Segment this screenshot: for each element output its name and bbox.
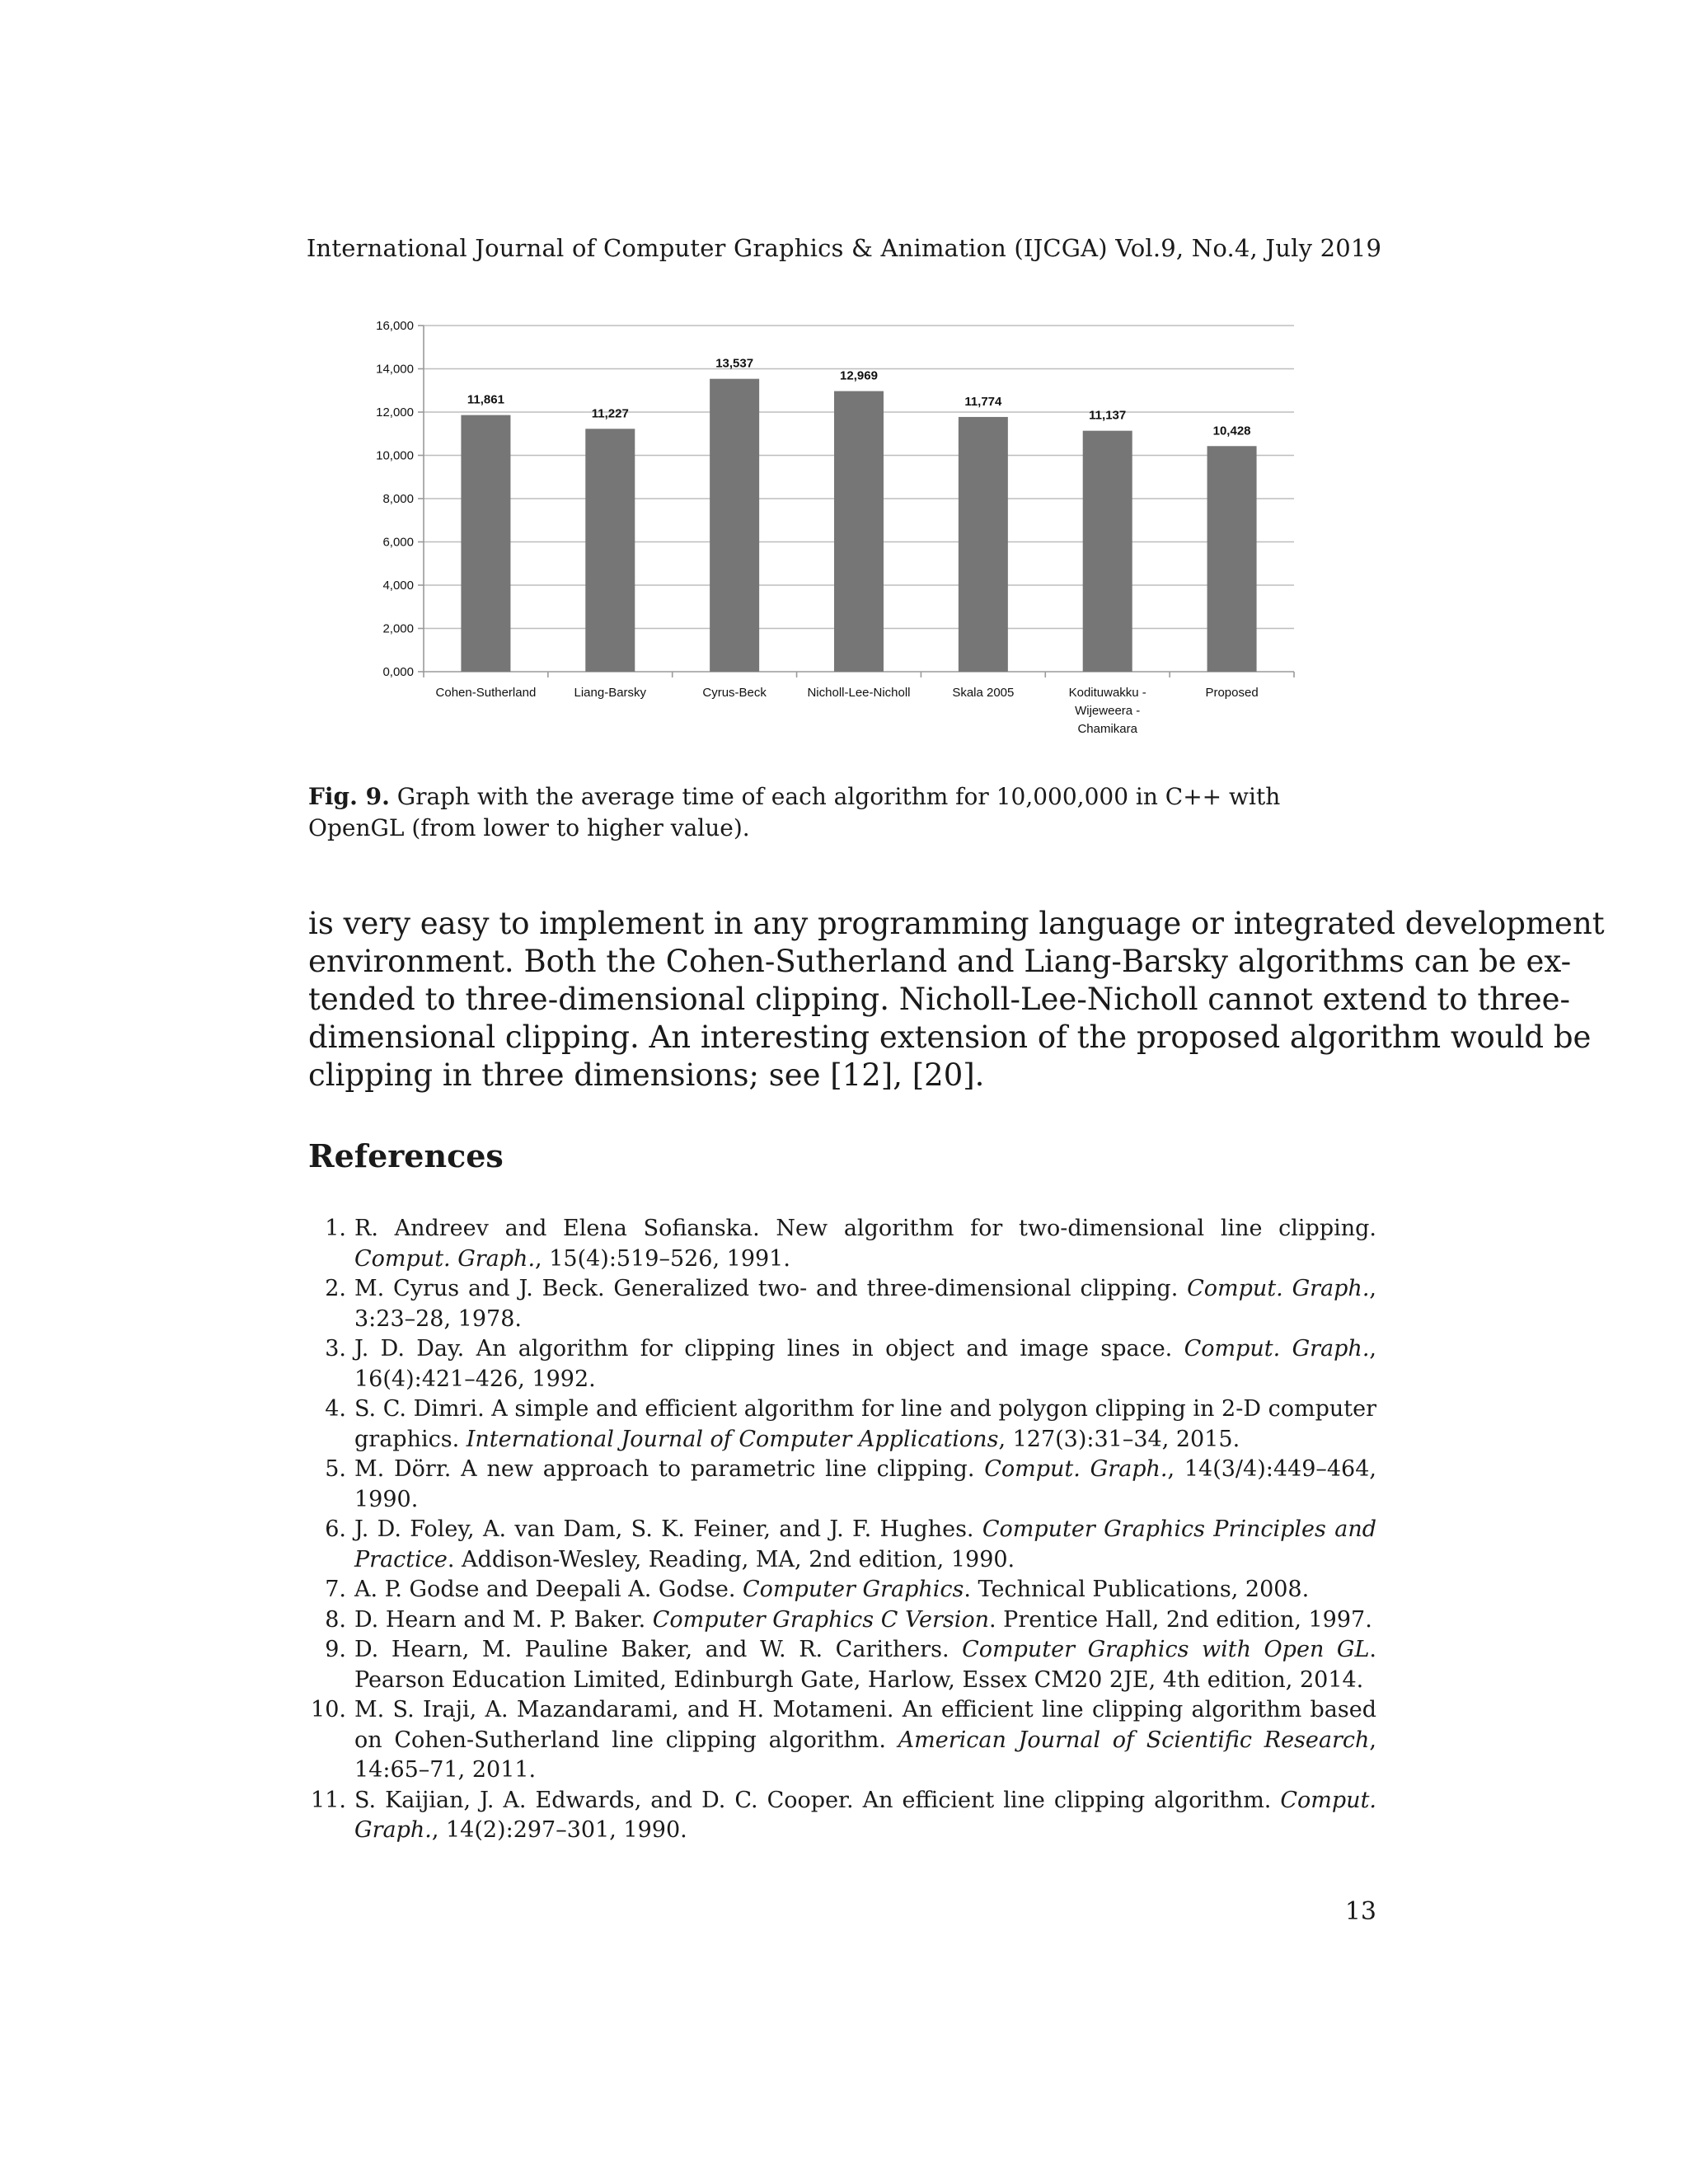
reference-text: A. P. Godse and Deepali A. Godse. <box>354 1577 743 1602</box>
bar-chart <box>354 317 1335 750</box>
x-category-label: Proposed <box>1205 686 1259 700</box>
reference-venue: Computer Graphics <box>743 1577 964 1602</box>
reference-venue: Comput. Graph. <box>984 1456 1168 1482</box>
page-number: 13 <box>1344 1897 1376 1926</box>
reference-item <box>308 1394 1376 1455</box>
bar-value-label: 11,227 <box>591 406 629 421</box>
y-tick-label: 14,000 <box>376 362 414 377</box>
y-tick-label: 2,000 <box>382 621 414 636</box>
reference-number: 7. <box>325 1577 346 1602</box>
bar-value-label: 13,537 <box>715 356 754 371</box>
reference-text: S. C. Dimri. A simple and efficient algorithm for line and polygon clipping in 2-D computer graphics. <box>354 1396 1376 1452</box>
body-line: clipping in three dimensions; see [12], [20]. <box>308 1057 985 1093</box>
x-category-label: Kodituwakku - <box>1068 686 1146 700</box>
reference-text: D. Hearn and M. P. Baker. <box>354 1606 653 1633</box>
bar-value-label: 11,137 <box>1089 408 1127 423</box>
x-category-label: Cyrus-Beck <box>702 686 767 700</box>
reference-item <box>308 1786 1376 1846</box>
bar-value-label: 10,428 <box>1212 424 1251 438</box>
figure-caption <box>308 781 1376 844</box>
reference-number: 8. <box>325 1606 346 1633</box>
y-tick-label: 4,000 <box>382 579 414 593</box>
reference-venue: International Journal of Computer Applications <box>466 1426 999 1452</box>
bar-value-label: 11,774 <box>964 394 1002 409</box>
bar <box>1083 431 1132 672</box>
x-category-label: Skala 2005 <box>952 686 1015 700</box>
reference-number: 6. <box>325 1516 346 1542</box>
x-category-label: Cohen-Sutherland <box>435 686 537 700</box>
reference-venue: Computer Graphics with Open GL <box>962 1637 1370 1662</box>
y-tick-label: 8,000 <box>382 492 414 506</box>
reference-number: 11. <box>311 1787 346 1813</box>
reference-number: 2. <box>325 1276 346 1301</box>
reference-venue: Comput. Graph. <box>354 1787 1376 1843</box>
reference-text: J. D. Day. An algorithm for clipping lines in object and image space. <box>354 1336 1184 1361</box>
reference-details: . Prentice Hall, 2nd edition, 1997. <box>989 1606 1372 1633</box>
body-line: tended to three-dimensional clipping. Nicholl-Lee-Nicholl cannot extend to three- <box>308 982 1571 1017</box>
bar <box>585 429 635 672</box>
reference-venue: American Journal of Scientific Research <box>898 1727 1370 1753</box>
bar <box>710 379 759 672</box>
bar-value-label: 11,861 <box>467 392 504 407</box>
y-tick-label: 16,000 <box>376 319 414 333</box>
x-category-label: Chamikara <box>1077 722 1137 736</box>
reference-number: 10. <box>311 1697 346 1722</box>
bar-value-label: 12,969 <box>840 368 878 383</box>
reference-text: M. Cyrus and J. Beck. Generalized two- and three-dimensional clipping. <box>354 1276 1188 1301</box>
reference-text: J. D. Foley, A. van Dam, S. K. Feiner, and J. F. Hughes. <box>354 1516 982 1542</box>
bar-chart-svg <box>354 317 1335 750</box>
reference-item <box>308 1214 1376 1274</box>
reference-item <box>308 1274 1376 1334</box>
reference-item <box>308 1455 1376 1515</box>
reference-item <box>308 1575 1376 1605</box>
bar <box>959 417 1008 672</box>
reference-number: 3. <box>325 1336 346 1361</box>
reference-number: 1. <box>325 1216 346 1241</box>
reference-text: R. Andreev and Elena Sofianska. New algorithm for two-dimensional line clipping. <box>354 1216 1376 1241</box>
body-line: environment. Both the Cohen-Sutherland and Liang-Barsky algorithms can be ex- <box>308 944 1572 979</box>
body-line: is very easy to implement in any programming language or integrated development <box>308 906 1605 941</box>
y-tick-label: 6,000 <box>382 535 414 550</box>
reference-details: , 14(2):297–301, 1990. <box>431 1817 687 1843</box>
y-tick-label: 10,000 <box>376 448 414 463</box>
reference-text: D. Hearn, M. Pauline Baker, and W. R. Carithers. <box>354 1637 963 1662</box>
reference-details: , 14:65–71, 2011. <box>354 1727 1376 1783</box>
reference-text: M. Dörr. A new approach to parametric line clipping. <box>354 1456 985 1482</box>
bar <box>461 415 510 672</box>
reference-item <box>308 1635 1376 1695</box>
reference-venue: Comput. Graph. <box>1184 1336 1370 1361</box>
reference-item <box>308 1334 1376 1394</box>
reference-text: S. Kaijian, J. A. Edwards, and D. C. Cooper. An efficient line clipping algorithm. <box>354 1787 1281 1813</box>
bar <box>834 391 884 672</box>
reference-number: 4. <box>325 1396 346 1422</box>
bar <box>1207 446 1257 672</box>
reference-details: , 16(4):421–426, 1992. <box>354 1336 1376 1392</box>
reference-details: . Pearson Education Limited, Edinburgh Gate, Harlow, Essex CM20 2JE, 4th edition, 2014. <box>354 1637 1376 1693</box>
reference-venue: Computer Graphics Principles and Practice <box>354 1516 1376 1572</box>
figure-caption-label: Fig. 9. <box>308 783 390 810</box>
reference-list <box>308 1214 1376 1846</box>
body-paragraph <box>308 905 1605 1094</box>
x-category-label: Wijeweera - <box>1075 704 1141 718</box>
x-category-label: Nicholl-Lee-Nicholl <box>807 686 911 700</box>
reference-item <box>308 1605 1376 1636</box>
reference-venue: Comput. Graph. <box>354 1245 536 1272</box>
reference-details: , 15(4):519–526, 1991. <box>535 1245 790 1272</box>
reference-number: 9. <box>325 1637 346 1662</box>
reference-details: . Technical Publications, 2008. <box>964 1577 1310 1602</box>
y-tick-label: 0,000 <box>382 665 414 679</box>
reference-details: , 14(3/4):449–464, 1990. <box>354 1456 1376 1512</box>
references-heading: References <box>308 1137 504 1174</box>
reference-details: , 127(3):31–34, 2015. <box>998 1426 1240 1452</box>
body-line: dimensional clipping. An interesting extension of the proposed algorithm would be <box>308 1019 1592 1055</box>
reference-details: . Addison-Wesley, Reading, MA, 2nd edition, 1990. <box>447 1546 1015 1572</box>
figure-caption-text: Graph with the average time of each algorithm for 10,000,000 in C++ with OpenGL (from lower to higher value). <box>308 783 1281 841</box>
reference-item <box>308 1515 1376 1575</box>
reference-details: , 3:23–28, 1978. <box>354 1276 1376 1332</box>
reference-item <box>308 1695 1376 1786</box>
reference-text: M. S. Iraji, A. Mazandarami, and H. Motameni. An efficient line clipping algorithm based on Cohen-Sutherland line clipping algorithm. <box>354 1697 1376 1753</box>
reference-venue: Comput. Graph. <box>1187 1276 1370 1301</box>
y-tick-label: 12,000 <box>376 405 414 419</box>
running-header: International Journal of Computer Graphics & Animation (IJCGA) Vol.9, No.4, July 2019 <box>306 234 1382 262</box>
x-category-label: Liang-Barsky <box>574 686 647 700</box>
reference-venue: Computer Graphics C Version <box>652 1606 989 1633</box>
reference-number: 5. <box>325 1456 346 1482</box>
